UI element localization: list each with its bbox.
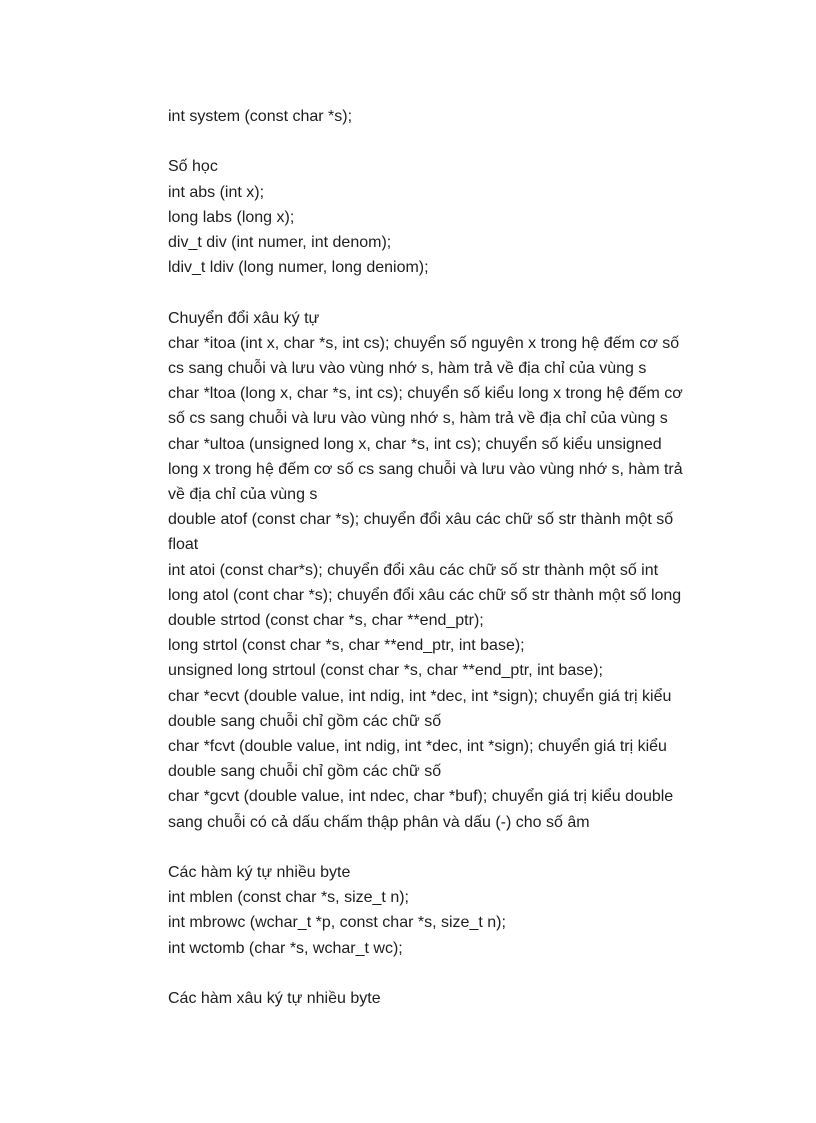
text-line: int wctomb (char *s, wchar_t wc);	[168, 939, 403, 957]
section-heading: Các hàm ký tự nhiều byte	[168, 864, 351, 882]
blank-line	[168, 129, 698, 154]
blank-line	[168, 835, 698, 860]
text-line: cs sang chuỗi và lưu vào vùng nhớ s, hàm trả về địa chỉ của vùng s	[168, 360, 647, 377]
text-line: long atol (cont char *s); chuyển đổi xâu các chữ số str thành một số long	[168, 586, 682, 604]
text-line: ldiv_t ldiv (long numer, long deniom);	[168, 259, 429, 277]
text-line: int system (const char *s);	[168, 108, 353, 125]
section-heading: Chuyển đổi xâu ký tự	[168, 309, 320, 327]
text-line: double sang chuỗi chỉ gồm các chữ số	[168, 712, 442, 730]
text-line: char *itoa (int x, char *s, int cs); chuyển số nguyên x trong hệ đếm cơ số	[168, 334, 680, 352]
text-line: int mbrowc (wchar_t *p, const char *s, size_t n);	[168, 914, 506, 932]
text-line: char *fcvt (double value, int ndig, int *dec, int *sign); chuyển giá trị kiểu	[168, 738, 667, 756]
text-line: int atoi (const char*s); chuyển đổi xâu các chữ số str thành một số int	[168, 561, 659, 579]
document-page	[168, 104, 698, 1011]
text-line: double atof (const char *s); chuyển đổi xâu các chữ số str thành một số	[168, 511, 674, 529]
text-line: sang chuỗi có cả dấu chấm thập phân và dấu (-) cho số âm	[168, 813, 590, 831]
blank-line	[168, 961, 698, 986]
text-line: char *ecvt (double value, int ndig, int *dec, int *sign); chuyển giá trị kiểu	[168, 687, 672, 705]
text-line: số cs sang chuỗi và lưu vào vùng nhớ s, hàm trả về địa chỉ của vùng s	[168, 410, 668, 428]
text-line: long x trong hệ đếm cơ số cs sang chuỗi và lưu vào vùng nhớ s, hàm trả	[168, 460, 683, 478]
text-line: char *ultoa (unsigned long x, char *s, int cs); chuyển số kiểu unsigned	[168, 435, 662, 453]
text-line: về địa chỉ của vùng s	[168, 486, 318, 504]
text-line: long strtol (const char *s, char **end_ptr, int base);	[168, 637, 525, 655]
section-heading: Các hàm xâu ký tự nhiều byte	[168, 990, 381, 1008]
blank-line	[168, 280, 698, 305]
text-line: div_t div (int numer, int denom);	[168, 234, 392, 251]
text-line: long labs (long x);	[168, 208, 295, 226]
text-line: int abs (int x);	[168, 183, 265, 201]
section-heading: Số học	[168, 158, 218, 176]
text-line: double strtod (const char *s, char **end_ptr);	[168, 612, 484, 630]
text-line: double sang chuỗi chỉ gồm các chữ số	[168, 763, 442, 781]
text-line: char *gcvt (double value, int ndec, char *buf); chuyển giá trị kiểu double	[168, 788, 674, 806]
text-line: float	[168, 536, 199, 554]
text-line: int mblen (const char *s, size_t n);	[168, 889, 409, 907]
text-line: char *ltoa (long x, char *s, int cs); chuyển số kiểu long x trong hệ đếm cơ	[168, 385, 683, 403]
text-line: unsigned long strtoul (const char *s, char **end_ptr, int base);	[168, 662, 603, 680]
